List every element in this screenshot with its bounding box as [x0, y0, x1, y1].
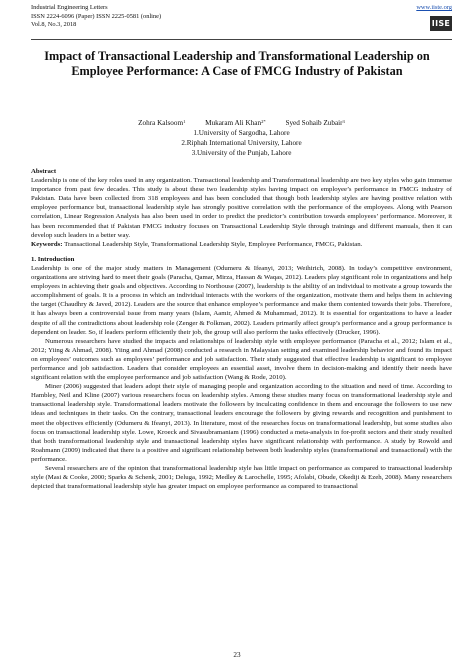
author-3: [285, 119, 344, 127]
author-name: Zohra Kalsoom: [138, 119, 184, 127]
author-1: [138, 119, 185, 127]
intro-paragraph-1: Leadership is one of the major study matters in Management (Odumeru & Ifeanyi, 2013; Weihirich, 2008). In today’s competitive environment, organizations are striving hard to meet their goals (Paracha, Qamar, Mirza, Hassan & Waqas, 2012). Leaders play significant role in organizations and help employees in achieving their goals and objectives. According to Northouse (2007), leadership is the ability of an individual to motivate a group towards the accomplishment of goals. It is a process in which an individual interacts with the workers of the organization, motivate them and helps them in achieving the target (Chaudhry & Javed, 2012). Leaders are the source that enhance employee’s performance and make them contented towards their jobs. Therefore, it has always been a controversial issue from many years (Islam, Aamir, Ahmed & Muhammad, 2012). It is essential for organizations to have a leader despite of all the contradictions about leadership role (Zenger & Folkman, 2002). Leaders primarily affect group’s performance and a group performance is dependent on leader. So, if leaders perform efficiently their job, the group will also perform the tasks effectively (Drucker, 1996).: [31, 264, 452, 336]
page-number: 23: [233, 651, 241, 659]
journal-issn: ISSN 2224-6096 (Paper) ISSN 2225-0581 (online): [31, 12, 162, 20]
intro-paragraph-2: Numerous researchers have studied the impacts and relationships of leadership style with employee performance (Paracha et al., 2012; Islam et al., 2012; Yiing & Ahmad, 2008). Yiing and Ahmad (2008) conducted a research in Malaysian setting and examined leadership behavior and found its impact on employees’ outcomes such as employees’ performance and job satisfaction. Their study suggested that effective leadership is significant to employee performance and job satisfaction. Leaders that consider employees an essential asset, involve them in decision-making and identify their needs have significant relation with the employee performance and job satisfaction (Wang & Rode, 2010).: [31, 337, 452, 382]
keywords-label: Keywords:: [31, 240, 63, 248]
paper-title: Impact of Transactional Leadership and Transformational Leadership on Employee Performance: A Case of FMCG Industry of Pakistan: [44, 49, 430, 78]
header-divider: [31, 39, 452, 40]
author-name: Syed Sohaib Zubair: [285, 119, 343, 127]
author-sup: 1: [183, 119, 186, 124]
author-sup: 2*: [261, 119, 266, 124]
keywords-text: Transactional Leadership Style, Transformational Leadership Style, Employee Performance, FMCG, Pakistan.: [64, 240, 363, 248]
paper-body: [31, 167, 452, 491]
header-right: [416, 4, 452, 31]
intro-paragraph-3: Miner (2006) suggested that leaders adopt their style of managing people and organization according to the situation and need of time. According to Hambley, Neil and Kline (2007) various researchers focus on leadership styles. Among these studies many focus on transformational leadership style and transactional leadership style. Transformational leaders motivate the followers by inculcating confidence in them and encourage the followers to use new ideas and techniques in their tasks. On the contrary, transactional leaders encourage the followers by giving rewards and recognition and punishment to meet the objectives efficiently (Odumeru & Ifeanyi, 2013). In literature, most of the researches focus on transformational leadership, but some studies also focus on transactional leadership style. Lowe, Kroeck and Sivasubramaniam (1996) conducted a meta-analysis in for-profit sectors and their study resulted that both transformational leadership style and transactional leadership styles have significant relationship with performance. A study by Rowold and Roahmann (2009) indicated that there is a positive and significant relationship between both leadership styles (transformational and transactional) with the performance.: [31, 383, 452, 463]
affiliation-1: 1.University of Sargodha, Lahore: [193, 129, 290, 137]
iiste-logo: IISE: [430, 16, 452, 31]
abstract-text: Leadership is one of the key roles used in any organization. Transactional leadership and Transformational leadership are two key styles who gain immense importance from past few decades. This study is about these two leadership styles having impact on employee’s performance in FMCG industry of Pakistan. Data have been collected from 318 employees and has been concluded that though both leadership styles are having positive relation with employee performance but, transactional leadership style has strongly positive correlation with the performance of the employees. Along with Pearson correlation, Linear Regression Analysis has also been used in order to predict the predictor’s contribution towards employees’ performance. Moreover, it has been recommended that if Pakistan FMCG industry focuses on Transactional Leadership Style through trainings and different manuals, then it can develop such leaders in a better way.: [31, 177, 452, 239]
author-block: [31, 118, 452, 158]
author-names: [31, 118, 452, 128]
keywords-line: [31, 240, 452, 249]
abstract-heading: Abstract: [31, 168, 57, 175]
journal-name: Industrial Engineering Letters: [31, 4, 108, 11]
journal-url-link[interactable]: www.iiste.org: [416, 4, 452, 11]
author-sup: 3: [342, 119, 345, 124]
journal-header: [31, 4, 161, 30]
affiliation-3: 3.University of the Punjab, Lahore: [191, 149, 292, 157]
journal-volume: Vol.8, No.3, 2018: [31, 21, 77, 29]
author-name: Mukaram Ali Khan: [205, 119, 262, 127]
intro-paragraph-4: Several researchers are of the opinion that transformational leadership style has little impact on performance as compared to transactional leadership style (Masi & Cooke, 2000; Sparks & Schenk, 2001; Deluga, 1992; Medley & Larochelle, 1995; Afolabi, Obude, Okediji & Ezeh, 2008). Many researchers depicted that transformational leadership style has greater impact on employee performance as compared to transactional: [31, 465, 452, 491]
affiliation-2: 2.Riphah International University, Lahore: [181, 139, 302, 147]
introduction-heading: 1. Introduction: [31, 255, 75, 263]
author-2: [205, 119, 266, 127]
